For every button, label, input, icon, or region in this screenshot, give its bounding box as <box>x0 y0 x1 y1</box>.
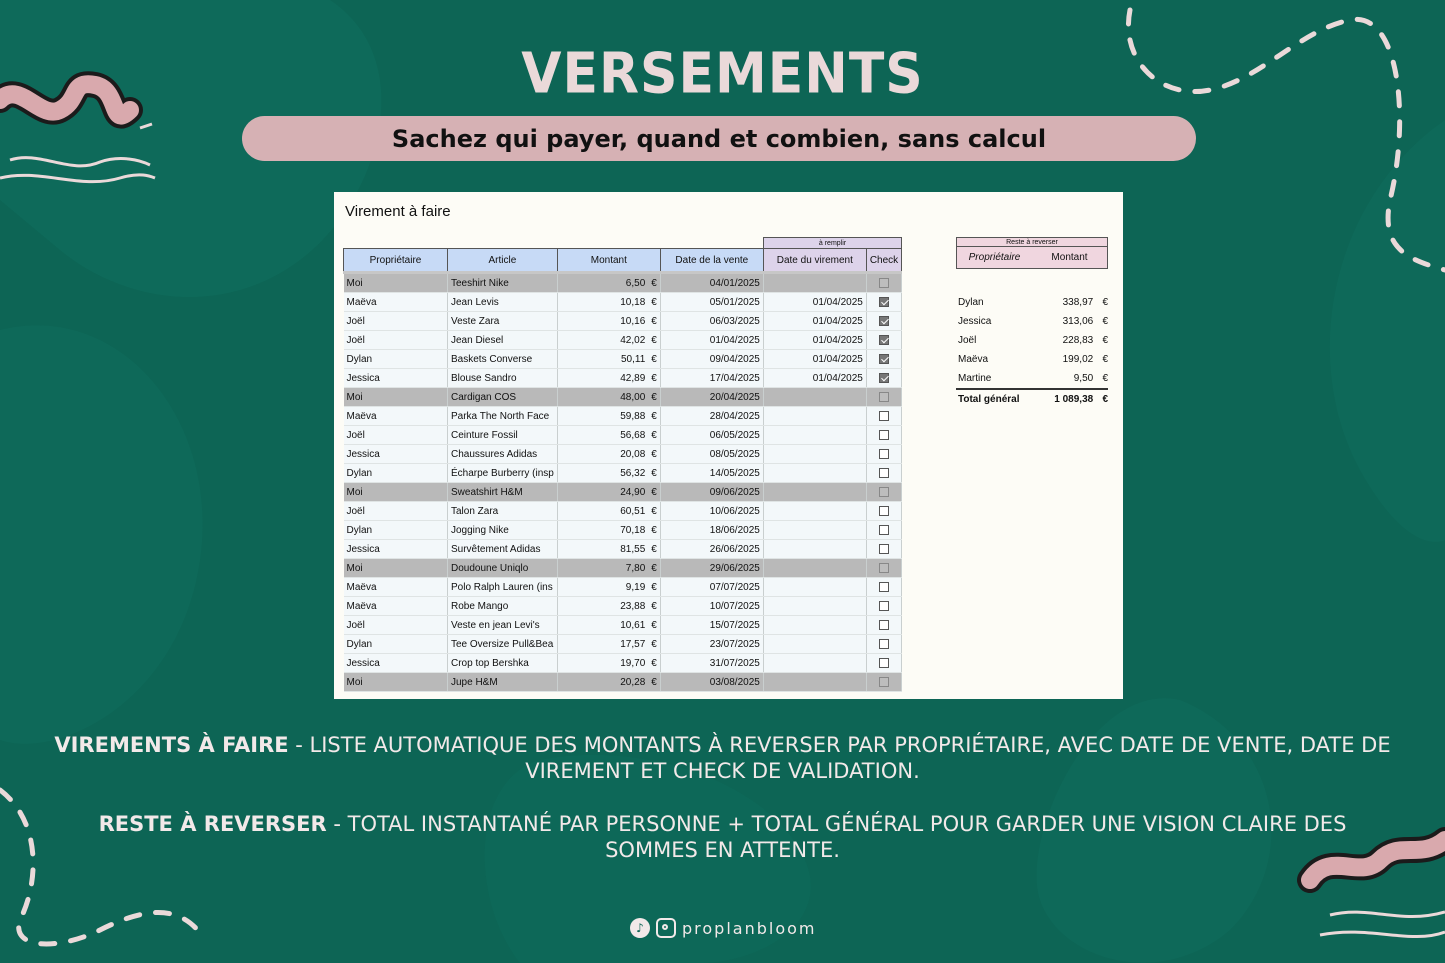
article-cell[interactable]: Polo Ralph Lauren (ins <box>448 578 558 597</box>
reste-row <box>956 350 1108 369</box>
table-row <box>344 293 902 312</box>
owner-cell[interactable]: Maëva <box>344 407 448 426</box>
article-cell[interactable]: Veste Zara <box>448 312 558 331</box>
amount-cell[interactable] <box>557 331 660 350</box>
sale-date-cell[interactable]: 04/01/2025 <box>660 273 763 293</box>
checkbox-icon[interactable] <box>879 582 889 592</box>
transfer-date-cell[interactable]: 01/04/2025 <box>763 369 866 388</box>
amount-value: 10,16 <box>620 315 646 327</box>
table-row <box>344 464 902 483</box>
sale-date-cell[interactable]: 14/05/2025 <box>660 464 763 483</box>
table-row <box>344 445 902 464</box>
transfer-date-cell[interactable]: 01/04/2025 <box>763 331 866 350</box>
check-cell[interactable] <box>866 597 901 616</box>
transfer-date-cell[interactable] <box>763 445 866 464</box>
checkbox-icon[interactable] <box>879 639 889 649</box>
check-cell[interactable] <box>866 369 901 388</box>
table-row <box>344 578 902 597</box>
check-cell[interactable] <box>866 293 901 312</box>
amount-currency: € <box>651 486 657 498</box>
transfer-date-cell[interactable] <box>763 635 866 654</box>
table-row <box>344 502 902 521</box>
transfer-date-cell[interactable] <box>763 673 866 692</box>
amount-currency: € <box>651 296 657 308</box>
sale-date-cell[interactable]: 31/07/2025 <box>660 654 763 673</box>
owner-cell[interactable]: Moi <box>344 273 448 293</box>
amount-value: 48,00 <box>620 391 646 403</box>
sale-date-cell[interactable]: 06/03/2025 <box>660 312 763 331</box>
amount-value: 20,08 <box>620 448 646 460</box>
checkbox-icon[interactable] <box>879 468 889 478</box>
sale-date-cell[interactable]: 17/04/2025 <box>660 369 763 388</box>
owner-cell[interactable]: Dylan <box>344 521 448 540</box>
reste-row <box>956 293 1108 312</box>
checkbox-icon[interactable] <box>879 411 889 421</box>
amount-currency: € <box>651 581 657 593</box>
reste-total-label: Total général <box>958 394 1020 405</box>
column-header-row <box>344 249 902 273</box>
article-cell[interactable]: Jean Levis <box>448 293 558 312</box>
article-cell[interactable]: Jogging Nike <box>448 521 558 540</box>
check-cell[interactable] <box>866 673 901 692</box>
amount-currency: € <box>651 353 657 365</box>
reste-name: Dylan <box>958 297 984 308</box>
check-cell[interactable] <box>866 502 901 521</box>
table-row <box>344 331 902 350</box>
sale-date-cell[interactable]: 01/04/2025 <box>660 331 763 350</box>
owner-cell[interactable]: Jessica <box>344 445 448 464</box>
amount-cell[interactable] <box>557 578 660 597</box>
col-header-owner[interactable]: Propriétaire <box>344 249 448 273</box>
amount-cell[interactable] <box>557 350 660 369</box>
amount-currency: € <box>651 448 657 460</box>
amount-value: 42,02 <box>620 334 646 346</box>
reste-total-amount: 1 089,38 <box>1054 394 1094 405</box>
group-header-row <box>344 238 902 249</box>
owner-cell[interactable]: Jessica <box>344 654 448 673</box>
col-header-article[interactable]: Article <box>448 249 558 273</box>
owner-cell[interactable]: Joël <box>344 426 448 445</box>
reste-currency: € <box>1102 373 1108 384</box>
table-row <box>344 540 902 559</box>
reste-row <box>956 369 1108 388</box>
amount-value: 17,57 <box>620 638 646 650</box>
table-row <box>344 407 902 426</box>
amount-currency: € <box>651 410 657 422</box>
amount-cell[interactable] <box>557 635 660 654</box>
owner-cell[interactable]: Dylan <box>344 464 448 483</box>
amount-value: 6,50 <box>625 277 646 289</box>
sale-date-cell[interactable]: 06/05/2025 <box>660 426 763 445</box>
checkbox-icon[interactable] <box>879 506 889 516</box>
amount-value: 59,88 <box>620 410 646 422</box>
footer-reste-text: - TOTAL INSTANTANÉ PAR PERSONNE + TOTAL GÉNÉRAL POUR GARDER UNE VISION CLAIRE DES SOMMES EN ATTENTE. <box>326 812 1347 862</box>
amount-currency: € <box>651 372 657 384</box>
owner-cell[interactable]: Joël <box>344 616 448 635</box>
checkbox-icon[interactable] <box>879 563 889 573</box>
sale-date-cell[interactable]: 10/06/2025 <box>660 502 763 521</box>
amount-cell[interactable] <box>557 540 660 559</box>
table-row <box>344 388 902 407</box>
owner-cell[interactable]: Jessica <box>344 369 448 388</box>
amount-cell[interactable] <box>557 407 660 426</box>
check-cell[interactable] <box>866 654 901 673</box>
amount-cell[interactable] <box>557 502 660 521</box>
transfer-date-cell[interactable] <box>763 426 866 445</box>
checkbox-icon[interactable] <box>879 525 889 535</box>
sale-date-cell[interactable]: 09/06/2025 <box>660 483 763 502</box>
amount-value: 10,18 <box>620 296 646 308</box>
reste-col-owner[interactable]: Propriétaire <box>968 252 1021 263</box>
sale-date-cell[interactable]: 18/06/2025 <box>660 521 763 540</box>
amount-currency: € <box>651 600 657 612</box>
amount-currency: € <box>651 562 657 574</box>
amount-currency: € <box>651 334 657 346</box>
table-row <box>344 559 902 578</box>
footer-reste-title: RESTE À REVERSER <box>98 812 327 836</box>
reste-currency: € <box>1102 297 1108 308</box>
amount-cell[interactable] <box>557 616 660 635</box>
check-cell[interactable] <box>866 407 901 426</box>
sale-date-cell[interactable]: 08/05/2025 <box>660 445 763 464</box>
subtitle-banner <box>242 116 1196 161</box>
amount-value: 20,28 <box>620 676 646 688</box>
reste-amount: 199,02 <box>1062 354 1094 365</box>
transfers-table-body <box>344 273 902 692</box>
article-cell[interactable]: Baskets Converse <box>448 350 558 369</box>
owner-cell[interactable]: Maëva <box>344 293 448 312</box>
footer-virements-title: VIREMENTS À FAIRE <box>54 733 289 757</box>
article-cell[interactable]: Chaussures Adidas <box>448 445 558 464</box>
check-cell[interactable] <box>866 426 901 445</box>
amount-cell[interactable] <box>557 426 660 445</box>
reste-col-amount[interactable]: Montant <box>1051 252 1088 263</box>
checkbox-icon[interactable] <box>879 487 889 497</box>
instagram-icon[interactable] <box>656 918 676 938</box>
amount-cell[interactable] <box>557 673 660 692</box>
check-cell[interactable] <box>866 540 901 559</box>
transfer-date-cell[interactable] <box>763 616 866 635</box>
amount-cell[interactable] <box>557 293 660 312</box>
transfers-table <box>343 237 902 692</box>
reste-amount: 313,06 <box>1062 316 1094 327</box>
table-row <box>344 350 902 369</box>
check-cell[interactable] <box>866 616 901 635</box>
reste-currency: € <box>1102 316 1108 327</box>
transfer-date-cell[interactable]: 01/04/2025 <box>763 350 866 369</box>
subtitle-text: Sachez qui payer, quand et combien, sans calcul <box>391 124 1047 153</box>
amount-currency: € <box>651 638 657 650</box>
sale-date-cell[interactable]: 15/07/2025 <box>660 616 763 635</box>
table-row <box>344 654 902 673</box>
checkbox-icon[interactable] <box>879 620 889 630</box>
checkbox-icon[interactable] <box>879 601 889 611</box>
reste-name: Maëva <box>958 354 989 365</box>
reste-currency: € <box>1102 335 1108 346</box>
transfer-date-cell[interactable] <box>763 521 866 540</box>
owner-cell[interactable]: Dylan <box>344 350 448 369</box>
checkbox-icon[interactable] <box>879 449 889 459</box>
owner-cell[interactable]: Moi <box>344 483 448 502</box>
amount-value: 81,55 <box>620 543 646 555</box>
amount-value: 42,89 <box>620 372 646 384</box>
check-cell[interactable] <box>866 464 901 483</box>
checkbox-icon[interactable] <box>879 430 889 440</box>
amount-cell[interactable] <box>557 597 660 616</box>
amount-value: 7,80 <box>625 562 646 574</box>
reste-total-row <box>956 388 1108 409</box>
check-cell[interactable] <box>866 312 901 331</box>
reste-amount: 9,50 <box>1073 373 1094 384</box>
check-cell[interactable] <box>866 388 901 407</box>
checkbox-icon[interactable] <box>879 677 889 687</box>
article-cell[interactable]: Sweatshirt H&M <box>448 483 558 502</box>
article-cell[interactable]: Robe Mango <box>448 597 558 616</box>
table-row <box>344 616 902 635</box>
amount-cell[interactable] <box>557 521 660 540</box>
amount-currency: € <box>651 391 657 403</box>
sale-date-cell[interactable]: 10/07/2025 <box>660 597 763 616</box>
article-cell[interactable]: Teeshirt Nike <box>448 273 558 293</box>
sale-date-cell[interactable]: 05/01/2025 <box>660 293 763 312</box>
sale-date-cell[interactable]: 29/06/2025 <box>660 559 763 578</box>
sale-date-cell[interactable]: 07/07/2025 <box>660 578 763 597</box>
owner-cell[interactable]: Joël <box>344 312 448 331</box>
amount-value: 60,51 <box>620 505 646 517</box>
reste-name: Joël <box>958 335 977 346</box>
amount-value: 23,88 <box>620 600 646 612</box>
article-cell[interactable]: Blouse Sandro <box>448 369 558 388</box>
owner-cell[interactable]: Dylan <box>344 635 448 654</box>
reste-currency: € <box>1102 354 1108 365</box>
article-cell[interactable]: Ceinture Fossil <box>448 426 558 445</box>
transfer-date-cell[interactable] <box>763 654 866 673</box>
owner-cell[interactable]: Maëva <box>344 578 448 597</box>
check-cell[interactable] <box>866 350 901 369</box>
amount-currency: € <box>651 524 657 536</box>
amount-currency: € <box>651 505 657 517</box>
transfer-date-cell[interactable] <box>763 502 866 521</box>
article-cell[interactable]: Jupe H&M <box>448 673 558 692</box>
article-cell[interactable]: Veste en jean Levi's <box>448 616 558 635</box>
owner-cell[interactable]: Moi <box>344 388 448 407</box>
amount-value: 9,19 <box>625 581 646 593</box>
checkbox-icon[interactable] <box>879 335 889 345</box>
sheet-title: Virement à faire <box>345 203 451 220</box>
table-row <box>344 273 902 293</box>
checkbox-icon[interactable] <box>879 354 889 364</box>
checkbox-icon[interactable] <box>879 316 889 326</box>
amount-cell[interactable] <box>557 388 660 407</box>
footer-virements <box>50 732 1395 784</box>
checkbox-icon[interactable] <box>879 544 889 554</box>
article-cell[interactable]: Survêtement Adidas <box>448 540 558 559</box>
reste-group-label: Reste à reverser <box>956 237 1108 247</box>
checkbox-icon[interactable] <box>879 373 889 383</box>
amount-currency: € <box>651 277 657 289</box>
article-cell[interactable]: Parka The North Face <box>448 407 558 426</box>
footer-reste <box>50 811 1395 863</box>
reste-name: Martine <box>958 373 992 384</box>
transfer-date-cell[interactable] <box>763 464 866 483</box>
reste-amount: 338,97 <box>1062 297 1094 308</box>
amount-value: 19,70 <box>620 657 646 669</box>
amount-value: 56,68 <box>620 429 646 441</box>
sale-date-cell[interactable]: 28/04/2025 <box>660 407 763 426</box>
amount-cell[interactable] <box>557 273 660 293</box>
brand-name[interactable]: proplanbloom <box>682 918 817 938</box>
table-row <box>344 369 902 388</box>
amount-currency: € <box>651 467 657 479</box>
article-cell[interactable]: Doudoune Uniqlo <box>448 559 558 578</box>
sale-date-cell[interactable]: 03/08/2025 <box>660 673 763 692</box>
transfer-date-cell[interactable] <box>763 483 866 502</box>
table-row <box>344 312 902 331</box>
transfer-date-cell[interactable] <box>763 578 866 597</box>
amount-cell[interactable] <box>557 483 660 502</box>
amount-cell[interactable] <box>557 654 660 673</box>
article-cell[interactable]: Jean Diesel <box>448 331 558 350</box>
transfer-date-cell[interactable] <box>763 540 866 559</box>
amount-currency: € <box>651 315 657 327</box>
check-cell[interactable] <box>866 635 901 654</box>
check-cell[interactable] <box>866 331 901 350</box>
article-cell[interactable]: Crop top Bershka <box>448 654 558 673</box>
check-cell[interactable] <box>866 273 901 293</box>
reste-row <box>956 331 1108 350</box>
table-row <box>344 673 902 692</box>
article-cell[interactable]: Cardigan COS <box>448 388 558 407</box>
article-cell[interactable]: Talon Zara <box>448 502 558 521</box>
article-cell[interactable]: Tee Oversize Pull&Bea <box>448 635 558 654</box>
check-cell[interactable] <box>866 445 901 464</box>
table-row <box>344 426 902 445</box>
owner-cell[interactable]: Maëva <box>344 597 448 616</box>
checkbox-icon[interactable] <box>879 392 889 402</box>
amount-cell[interactable] <box>557 369 660 388</box>
amount-value: 50,11 <box>620 353 646 365</box>
amount-value: 24,90 <box>620 486 646 498</box>
table-row <box>344 521 902 540</box>
check-cell[interactable] <box>866 578 901 597</box>
sale-date-cell[interactable]: 23/07/2025 <box>660 635 763 654</box>
amount-currency: € <box>651 619 657 631</box>
reste-row <box>956 312 1108 331</box>
checkbox-icon[interactable] <box>879 297 889 307</box>
owner-cell[interactable]: Jessica <box>344 540 448 559</box>
transfer-date-cell[interactable] <box>763 407 866 426</box>
amount-value: 56,32 <box>620 467 646 479</box>
footer-virements-text: - LISTE AUTOMATIQUE DES MONTANTS À REVERSER PAR PROPRIÉTAIRE, AVEC DATE DE VENTE, DATE DE VIREMENT ET CHECK DE VALIDATION. <box>288 733 1391 783</box>
table-row <box>344 483 902 502</box>
col-header-amount[interactable]: Montant <box>557 249 660 273</box>
owner-cell[interactable]: Moi <box>344 673 448 692</box>
owner-cell[interactable]: Joël <box>344 502 448 521</box>
amount-currency: € <box>651 543 657 555</box>
reste-header-row <box>956 247 1108 269</box>
check-cell[interactable] <box>866 559 901 578</box>
col-header-transfer-date[interactable]: Date du virement <box>763 249 866 273</box>
checkbox-icon[interactable] <box>879 658 889 668</box>
table-row <box>344 597 902 616</box>
table-row <box>344 635 902 654</box>
transfer-date-cell[interactable] <box>763 597 866 616</box>
article-cell[interactable]: Écharpe Burberry (insp <box>448 464 558 483</box>
group-label-fill: à remplir <box>763 238 901 249</box>
amount-cell[interactable] <box>557 312 660 331</box>
reste-name: Jessica <box>958 316 992 327</box>
check-cell[interactable] <box>866 521 901 540</box>
spreadsheet-panel <box>334 192 1123 699</box>
transfer-date-cell[interactable]: 01/04/2025 <box>763 293 866 312</box>
reste-amount: 228,83 <box>1062 335 1094 346</box>
amount-value: 70,18 <box>620 524 646 536</box>
owner-cell[interactable]: Moi <box>344 559 448 578</box>
transfer-date-cell[interactable] <box>763 388 866 407</box>
page-title: VERSEMENTS <box>521 41 924 107</box>
amount-cell[interactable] <box>557 445 660 464</box>
transfer-date-cell[interactable]: 01/04/2025 <box>763 312 866 331</box>
tiktok-icon[interactable]: ♪ <box>630 918 650 938</box>
amount-currency: € <box>651 657 657 669</box>
sale-date-cell[interactable]: 20/04/2025 <box>660 388 763 407</box>
checkbox-icon[interactable] <box>879 278 889 288</box>
amount-value: 10,61 <box>620 619 646 631</box>
brand-footer <box>630 918 816 938</box>
col-header-check[interactable]: Check <box>866 249 901 273</box>
reste-total-currency: € <box>1102 394 1108 405</box>
amount-cell[interactable] <box>557 559 660 578</box>
sale-date-cell[interactable]: 26/06/2025 <box>660 540 763 559</box>
reste-rows <box>956 293 1108 388</box>
amount-currency: € <box>651 676 657 688</box>
reste-panel <box>956 237 1108 409</box>
transfer-date-cell[interactable] <box>763 559 866 578</box>
col-header-sale-date[interactable]: Date de la vente <box>660 249 763 273</box>
amount-currency: € <box>651 429 657 441</box>
sale-date-cell[interactable]: 09/04/2025 <box>660 350 763 369</box>
check-cell[interactable] <box>866 483 901 502</box>
transfer-date-cell[interactable] <box>763 273 866 293</box>
amount-cell[interactable] <box>557 464 660 483</box>
owner-cell[interactable]: Joël <box>344 331 448 350</box>
